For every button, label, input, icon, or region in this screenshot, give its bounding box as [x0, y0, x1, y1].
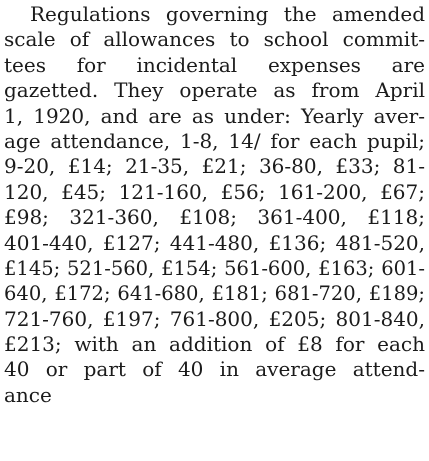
text-line-13: 721-760, £197; 761-800, £205; 801-840,	[4, 306, 425, 331]
text-line-8: 120, £45; 121-160, £56; 161-200, £67;	[4, 179, 425, 204]
text-line-1: Regulations governing the amended	[30, 2, 425, 26]
text-line-10: 401-440, £127; 441-480, £136; 481-520,	[4, 230, 425, 255]
text-line-2: scale of allowances to school commit-	[4, 27, 425, 52]
text-line-3: tees for incidental expenses are	[4, 52, 425, 77]
text-line-7: 9-20, £14; 21-35, £21; 36-80, £33; 81-	[4, 154, 425, 179]
text-line-6: age attendance, 1-8, 14/ for each pupil;	[4, 128, 425, 153]
newspaper-clipping	[4, 2, 425, 408]
text-line-4: gazetted. They operate as from April	[4, 78, 425, 103]
text-line-14: £213; with an addition of £8 for each	[4, 332, 425, 357]
text-line-11: £145; 521-560, £154; 561-600, £163; 601-	[4, 256, 425, 280]
text-line-15: 40 or part of 40 in average attend-	[4, 357, 425, 382]
text-line-12: 640, £172; 641-680, £181; 681-720, £189;	[4, 282, 425, 306]
text-line-5: 1, 1920, and are as under: Yearly aver-	[4, 103, 425, 128]
text-line-9: £98; 321-360, £108; 361-400, £118;	[4, 205, 425, 230]
text-line-16: ance	[4, 382, 52, 407]
